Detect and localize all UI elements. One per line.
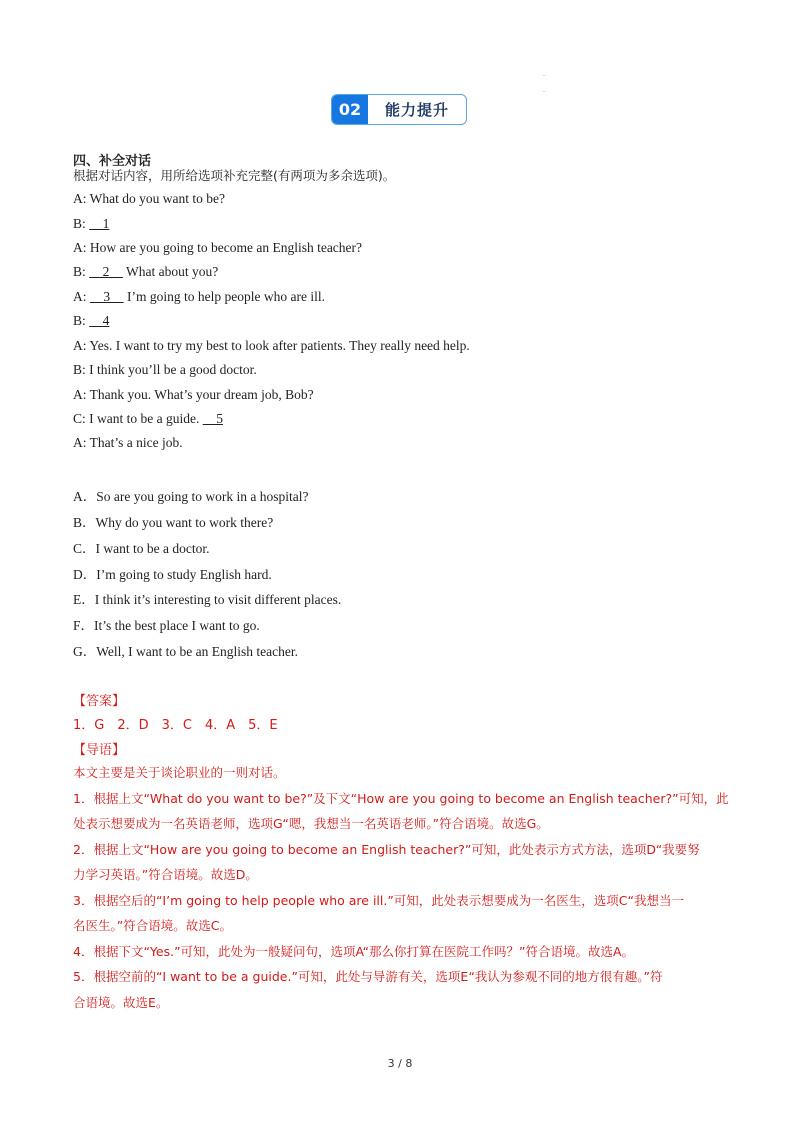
dialogue-line: C: I want to be a guide. 5 bbox=[73, 411, 223, 426]
badge-number: 02 bbox=[332, 95, 368, 124]
dialogue-line: A: Thank you. What’s your dream job, Bob? bbox=[73, 387, 314, 402]
page-number: 3 / 8 bbox=[387, 1057, 413, 1070]
section-badge bbox=[331, 94, 467, 125]
option-c: C．I want to be a doctor. bbox=[73, 541, 210, 556]
option-b: B．Why do you want to work there? bbox=[73, 515, 274, 530]
guide-line: 3．根据空后的“I’m going to help people who are ill.”可知，此处表示想要成为一名医生，选项C“我想当一 bbox=[73, 893, 685, 908]
option-e: E．I think it’s interesting to visit different places. bbox=[73, 592, 342, 607]
guide-line: 处表示想要成为一名英语老师，选项G“嗯，我想当一名英语老师。”符合语境。故选G。 bbox=[73, 816, 549, 831]
dialogue-line: A: How are you going to become an English teacher? bbox=[73, 240, 363, 255]
badge-title: 能力提升 bbox=[384, 101, 449, 119]
dialogue-line: B: I think you’ll be a good doctor. bbox=[73, 362, 257, 377]
option-g: G．Well, I want to be an English teacher. bbox=[73, 644, 298, 659]
guide-line: 5．根据空前的“I want to be a guide.”可知，此处与导游有关，选项E“我认为参观不同的地方很有趣。”符 bbox=[73, 969, 663, 984]
section-instruction: 根据对话内容，用所给选项补充完整(有两项为多余选项)。 bbox=[73, 168, 396, 183]
option-a: A．So are you going to work in a hospital? bbox=[73, 489, 309, 504]
option-f: F．It’s the best place I want to go. bbox=[73, 618, 260, 633]
guide-line: 合语境。故选E。 bbox=[73, 995, 169, 1010]
dialogue-line: A: What do you want to be? bbox=[73, 191, 225, 206]
dialogue-line: A: That’s a nice job. bbox=[73, 435, 183, 450]
blank-5: 5 bbox=[202, 411, 223, 426]
blank-3: 3 bbox=[89, 289, 124, 304]
guide-line: 2．根据上文“How are you going to become an English teacher?”可知，此处表示方式方法，选项D“我要努 bbox=[73, 842, 700, 857]
blank-4: 4 bbox=[89, 313, 110, 328]
guide-label: 【导语】 bbox=[73, 743, 126, 758]
guide-line: 力学习英语。”符合语境。故选D。 bbox=[73, 867, 258, 882]
option-d: D．I’m going to study English hard. bbox=[73, 567, 272, 582]
section-heading: 四、补全对话 bbox=[73, 154, 152, 169]
guide-line: 4．根据下文“Yes.”可知，此处为一般疑问句，选项A“那么你打算在医院工作吗？”符合语境。故选A。 bbox=[73, 944, 635, 959]
dialogue-line: B: 2 What about you? bbox=[73, 264, 219, 279]
page-dots: . . bbox=[543, 69, 545, 94]
blank-1: 1 bbox=[89, 216, 110, 231]
dialogue-line: B: 1 bbox=[73, 216, 110, 231]
guide-line: 本文主要是关于谈论职业的一则对话。 bbox=[73, 765, 286, 780]
guide-line: 名医生。”符合语境。故选C。 bbox=[73, 918, 232, 933]
guide-line: 1．根据上文“What do you want to be?”及下文“How are you going to become an English teacher?”可知，此 bbox=[73, 791, 729, 806]
answer-text: 1．G 2．D 3．C 4．A 5．E bbox=[73, 718, 278, 733]
dialogue-line: A: 3 I’m going to help people who are ill. bbox=[73, 289, 325, 304]
dialogue-line: A: Yes. I want to try my best to look after patients. They really need help. bbox=[73, 338, 470, 353]
answer-label: 【答案】 bbox=[73, 694, 126, 709]
blank-2: 2 bbox=[89, 264, 123, 279]
dialogue-line: B: 4 bbox=[73, 313, 110, 328]
